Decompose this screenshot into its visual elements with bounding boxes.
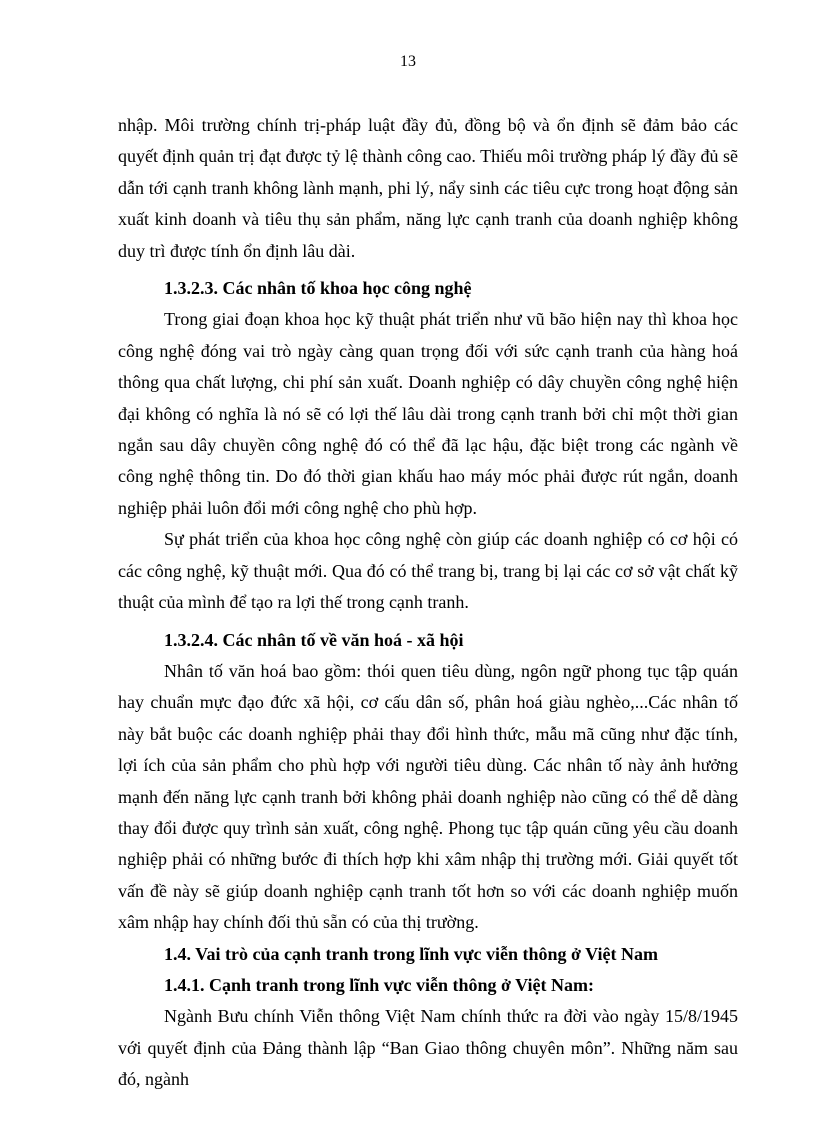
heading-telecom-competition: 1.4.1. Cạnh tranh trong lĩnh vực viễn thông ở Việt Nam: — [164, 974, 594, 995]
paragraph-technology-opportunity: Sự phát triển của khoa học công nghệ còn giúp các doanh nghiệp có cơ hội có các công nghệ, kỹ thuật mới. Qua đó có thể trang bị, trang bị lại các cơ sở vật chất kỹ thuật của mình để tạo ra lợi thế trong cạnh tranh. — [118, 529, 738, 613]
heading-role-of-competition: 1.4. Vai trò của cạnh tranh trong lĩnh vực viễn thông ở Việt Nam — [164, 943, 658, 964]
paragraph-political-legal-end: nhập. Môi trường chính trị-pháp luật đầy đủ, đồng bộ và ổn định sẽ đảm bảo các quyết định quản trị đạt được tỷ lệ thành công cao. Thiếu môi trường pháp lý đầy đủ sẽ dẫn tới cạnh tranh không lành mạnh, phi lý, nẩy sinh các tiêu cực trong hoạt động sản xuất kinh doanh và tiêu thụ sản phẩm, năng lực cạnh tranh của doanh nghiệp không duy trì được tính ổn định lâu dài. — [118, 115, 738, 261]
page-number: 13 — [400, 53, 416, 70]
paragraph-culture-factors: Nhân tố văn hoá bao gồm: thói quen tiêu dùng, ngôn ngữ phong tục tập quán hay chuẩn mực đạo đức xã hội, cơ cấu dân số, phân hoá giàu nghèo,...Các nhân tố này bắt buộc các doanh nghiệp phải thay đổi hình thức, mẫu mã cũng như đặc tính, lợi ích của sản phẩm cho phù hợp với người tiêu dùng. Các nhân tố này ảnh hưởng mạnh đến năng lực cạnh tranh bởi không phải doanh nghiệp nào cũng có thể dễ dàng thay đổi được quy trình sản xuất, công nghệ. Phong tục tập quán cũng yêu cầu doanh nghiệp phải có những bước đi thích hợp khi xâm nhập thị trường mới. Giải quyết tốt vấn đề này sẽ giúp doanh nghiệp cạnh tranh tốt hơn so với các doanh nghiệp muốn xâm nhập hay chính đối thủ sẵn có của thị trường. — [118, 660, 738, 933]
document-body — [118, 110, 738, 1096]
paragraph-technology-role: Trong giai đoạn khoa học kỹ thuật phát triển như vũ bão hiện nay thì khoa học công nghệ đóng vai trò ngày càng quan trọng đối với sức cạnh tranh của hàng hoá thông qua chất lượng, chi phí sản xuất. Doanh nghiệp có dây chuyền công nghệ hiện đại không có nghĩa là nó sẽ có lợi thế lâu dài trong cạnh tranh bởi chỉ một thời gian ngắn sau dây chuyền công nghệ đó có thể đã lạc hậu, đặc biệt trong các ngành về công nghệ thông tin. Do đó thời gian khấu hao máy móc phải được rút ngắn, doanh nghiệp phải luôn đổi mới công nghệ cho phù hợp. — [118, 309, 738, 518]
heading-science-technology: 1.3.2.3. Các nhân tố khoa học công nghệ — [164, 278, 472, 299]
paragraph-telecom-history: Ngành Bưu chính Viễn thông Việt Nam chính thức ra đời vào ngày 15/8/1945 với quyết định của Đảng thành lập “Ban Giao thông chuyên môn”. Những năm sau đó, ngành — [118, 1006, 738, 1090]
heading-culture-society: 1.3.2.4. Các nhân tố về văn hoá - xã hội — [164, 629, 464, 650]
